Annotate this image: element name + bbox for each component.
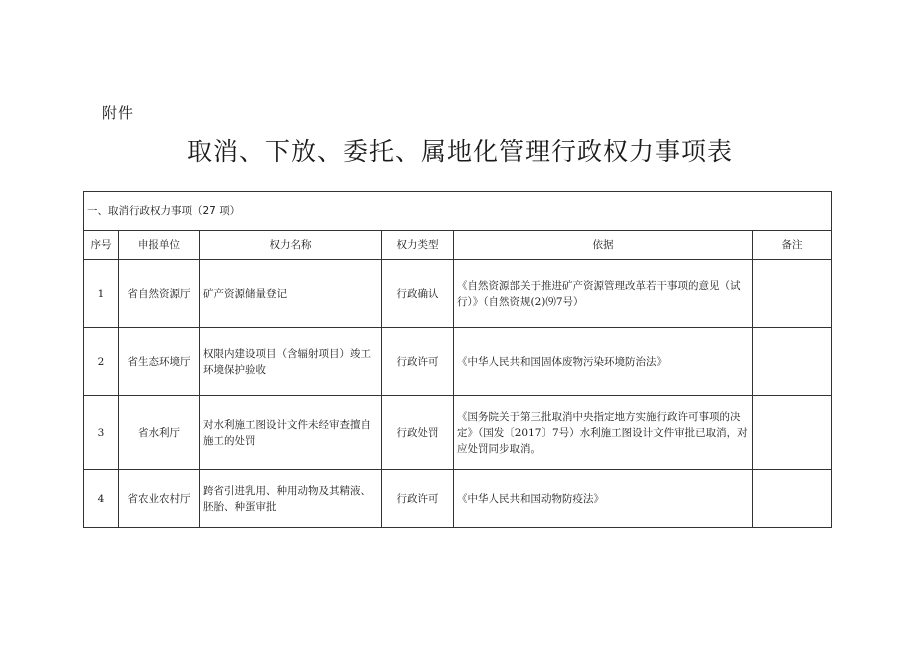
row-no: 1 xyxy=(84,260,119,328)
section-row xyxy=(84,192,832,231)
row-unit: 省水利厅 xyxy=(119,396,200,470)
table-row xyxy=(84,470,832,528)
row-basis: 《自然资源部关于推进矿产资源管理改革若干事项的意见（试行）》（自然资规(2)⑼7号） xyxy=(454,260,753,328)
row-type: 行政处罚 xyxy=(382,396,454,470)
header-basis: 依据 xyxy=(454,231,753,260)
row-basis: 《中华人民共和国动物防疫法》 xyxy=(454,470,753,528)
row-type: 行政许可 xyxy=(382,470,454,528)
row-type: 行政确认 xyxy=(382,260,454,328)
row-no: 4 xyxy=(84,470,119,528)
section-heading: 一、取消行政权力事项（27 项） xyxy=(84,192,832,231)
row-note xyxy=(753,328,832,396)
row-basis: 《中华人民共和国固体废物污染环境防治法》 xyxy=(454,328,753,396)
row-no: 2 xyxy=(84,328,119,396)
row-note xyxy=(753,470,832,528)
page-title: 取消、下放、委托、属地化管理行政权力事项表 xyxy=(186,137,733,166)
table-row xyxy=(84,396,832,470)
header-note: 备注 xyxy=(753,231,832,260)
row-name: 对水利施工图设计文件未经审查擅自施工的处罚 xyxy=(200,396,382,470)
attachment-label: 附件 xyxy=(102,104,135,122)
power-items-table xyxy=(83,191,832,528)
header-type: 权力类型 xyxy=(382,231,454,260)
table-row xyxy=(84,328,832,396)
header-name: 权力名称 xyxy=(200,231,382,260)
row-unit: 省自然资源厅 xyxy=(119,260,200,328)
row-name: 权限内建设项目（含辐射项目）竣工环境保护验收 xyxy=(200,328,382,396)
row-unit: 省农业农村厅 xyxy=(119,470,200,528)
header-no: 序号 xyxy=(84,231,119,260)
row-unit: 省生态环境厅 xyxy=(119,328,200,396)
row-basis: 《国务院关于第三批取消中央指定地方实施行政许可事项的决定》（国发〔2017〕7号）水利施工图设计文件审批已取消，对应处罚同步取消。 xyxy=(454,396,753,470)
row-name: 跨省引进乳用、种用动物及其精液、胚胎、种蛋审批 xyxy=(200,470,382,528)
row-note xyxy=(753,260,832,328)
row-note xyxy=(753,396,832,470)
row-name: 矿产资源储量登记 xyxy=(200,260,382,328)
table-header-row xyxy=(84,231,832,260)
row-no: 3 xyxy=(84,396,119,470)
table-row xyxy=(84,260,832,328)
row-type: 行政许可 xyxy=(382,328,454,396)
header-unit: 申报单位 xyxy=(119,231,200,260)
